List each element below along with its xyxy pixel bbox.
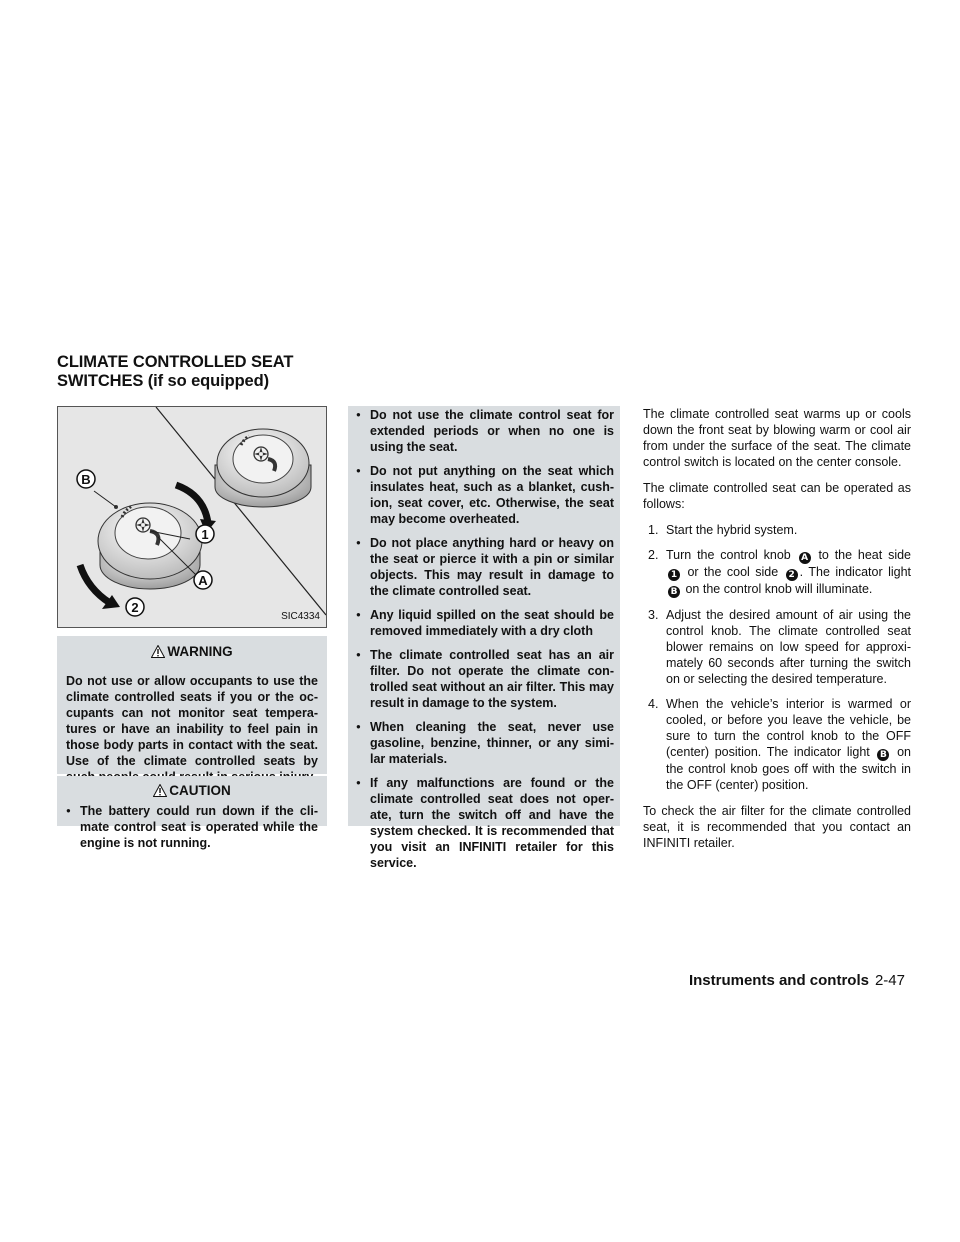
left-knob — [98, 503, 202, 589]
svg-text:B: B — [81, 472, 91, 487]
operate-paragraph: The climate controlled seat can be operated as follows: — [643, 481, 911, 511]
steps-list — [643, 522, 911, 793]
caution-continued-items — [356, 407, 614, 871]
section-title — [57, 353, 293, 391]
marker-b: B — [668, 586, 680, 598]
knob-diagram — [58, 407, 326, 627]
warning-triangle-icon — [151, 645, 165, 658]
callout-b — [77, 470, 95, 488]
svg-text:A: A — [198, 573, 208, 588]
marker-2: 2 — [786, 569, 798, 581]
callout-2 — [126, 598, 144, 616]
filter-paragraph: To check the air filter for the climate controlled seat, it is recommended that you contact an INFINITI retailer. — [643, 804, 911, 850]
caution-panel — [57, 776, 327, 850]
warning-heading: WARNING — [66, 644, 318, 659]
section-title-line1: CLIMATE CONTROLLED SEAT — [57, 353, 294, 371]
callout-1 — [196, 525, 214, 543]
body-text-column — [643, 406, 911, 861]
warning-panel — [57, 636, 327, 774]
step-item: 1. Start the hybrid system. — [648, 523, 798, 537]
warning-text: Do not use or allow occupants to use the climate controlled seats if you or the oc-cupants can not monitor seat tempera-tures or have an inability to feel pain in those body parts in contact with the seat. Use of the climate controlled seats by — [66, 674, 318, 768]
list-item: ● Any liquid spilled on the seat should be removed immediately with a dry cloth — [356, 607, 614, 639]
caution-triangle-icon — [153, 784, 167, 797]
marker-1: 1 — [668, 569, 680, 581]
list-item: ● Do not put anything on the seat which insulates heat, such as a blanket, cush-ion, seat cover, etc. Otherwise, the seat may become overheated. — [356, 463, 614, 527]
right-knob — [215, 429, 311, 507]
list-item: ● Do not use the climate control seat for extended periods or when no one is using the seat. — [356, 407, 614, 455]
svg-text:2: 2 — [131, 600, 139, 615]
step-item: 3. Adjust the desired amount of air using the control knob. The climate controlled seat blower remains on low speed for approxi-mately 60 seconds after turning the switch on or selecting the desired temperature. — [648, 608, 911, 686]
caution-heading: CAUTION — [66, 783, 318, 798]
marker-b: B — [877, 749, 889, 761]
figure-code: SIC4334 — [281, 611, 320, 622]
intro-paragraph: The climate controlled seat warms up or cools down the front seat by blowing warm or cool air from under the surface of the seat. The climate control switch is located on the center console. — [643, 407, 911, 469]
caution-items — [66, 803, 318, 851]
page-number: 2-47 — [874, 972, 905, 989]
footer-section: Instruments and controls — [688, 972, 869, 989]
list-item: ● Do not place anything hard or heavy on the seat or pierce it with a pin or similar objects. This may result in damage to the climate controlled seat. — [356, 535, 614, 599]
callout-a — [194, 571, 212, 589]
step-item: 2. Turn the control knob A to the heat side 1 or the cool side 2 . The indicator light B on the control knob will illuminate. — [648, 548, 912, 597]
list-item: ● When cleaning the seat, never use gasoline, benzine, thinner, or any simi-lar materials. — [356, 719, 614, 767]
climate-seat-switch-illustration — [57, 406, 327, 628]
step-item: 4. When the vehicle’s interior is warmed or cooled, or before you leave the vehicle, be sure to turn the control knob to the OFF (center) position. The indicator light B on the control knob goes off with the switch in the OFF (center) position. — [648, 697, 911, 792]
caution-continued-panel — [348, 406, 620, 870]
section-title-line2: SWITCHES (if so equipped) — [57, 372, 269, 390]
marker-a: A — [799, 552, 811, 564]
list-item: ● The climate controlled seat has an air filter. Do not operate the climate con-trolled seat without an air filter. This may result in damage to the system. — [356, 647, 614, 711]
list-item: ● If any malfunctions are found or the climate controlled seat does not oper-ate, turn the switch off and have the system checked. It is recommended that you visit an INFINITI retailer for this service. — [356, 775, 614, 871]
svg-text:1: 1 — [201, 527, 209, 542]
list-item: ● The battery could run down if the cli-mate control seat is operated while the engine is not running. — [66, 803, 318, 851]
page-footer — [689, 972, 905, 989]
